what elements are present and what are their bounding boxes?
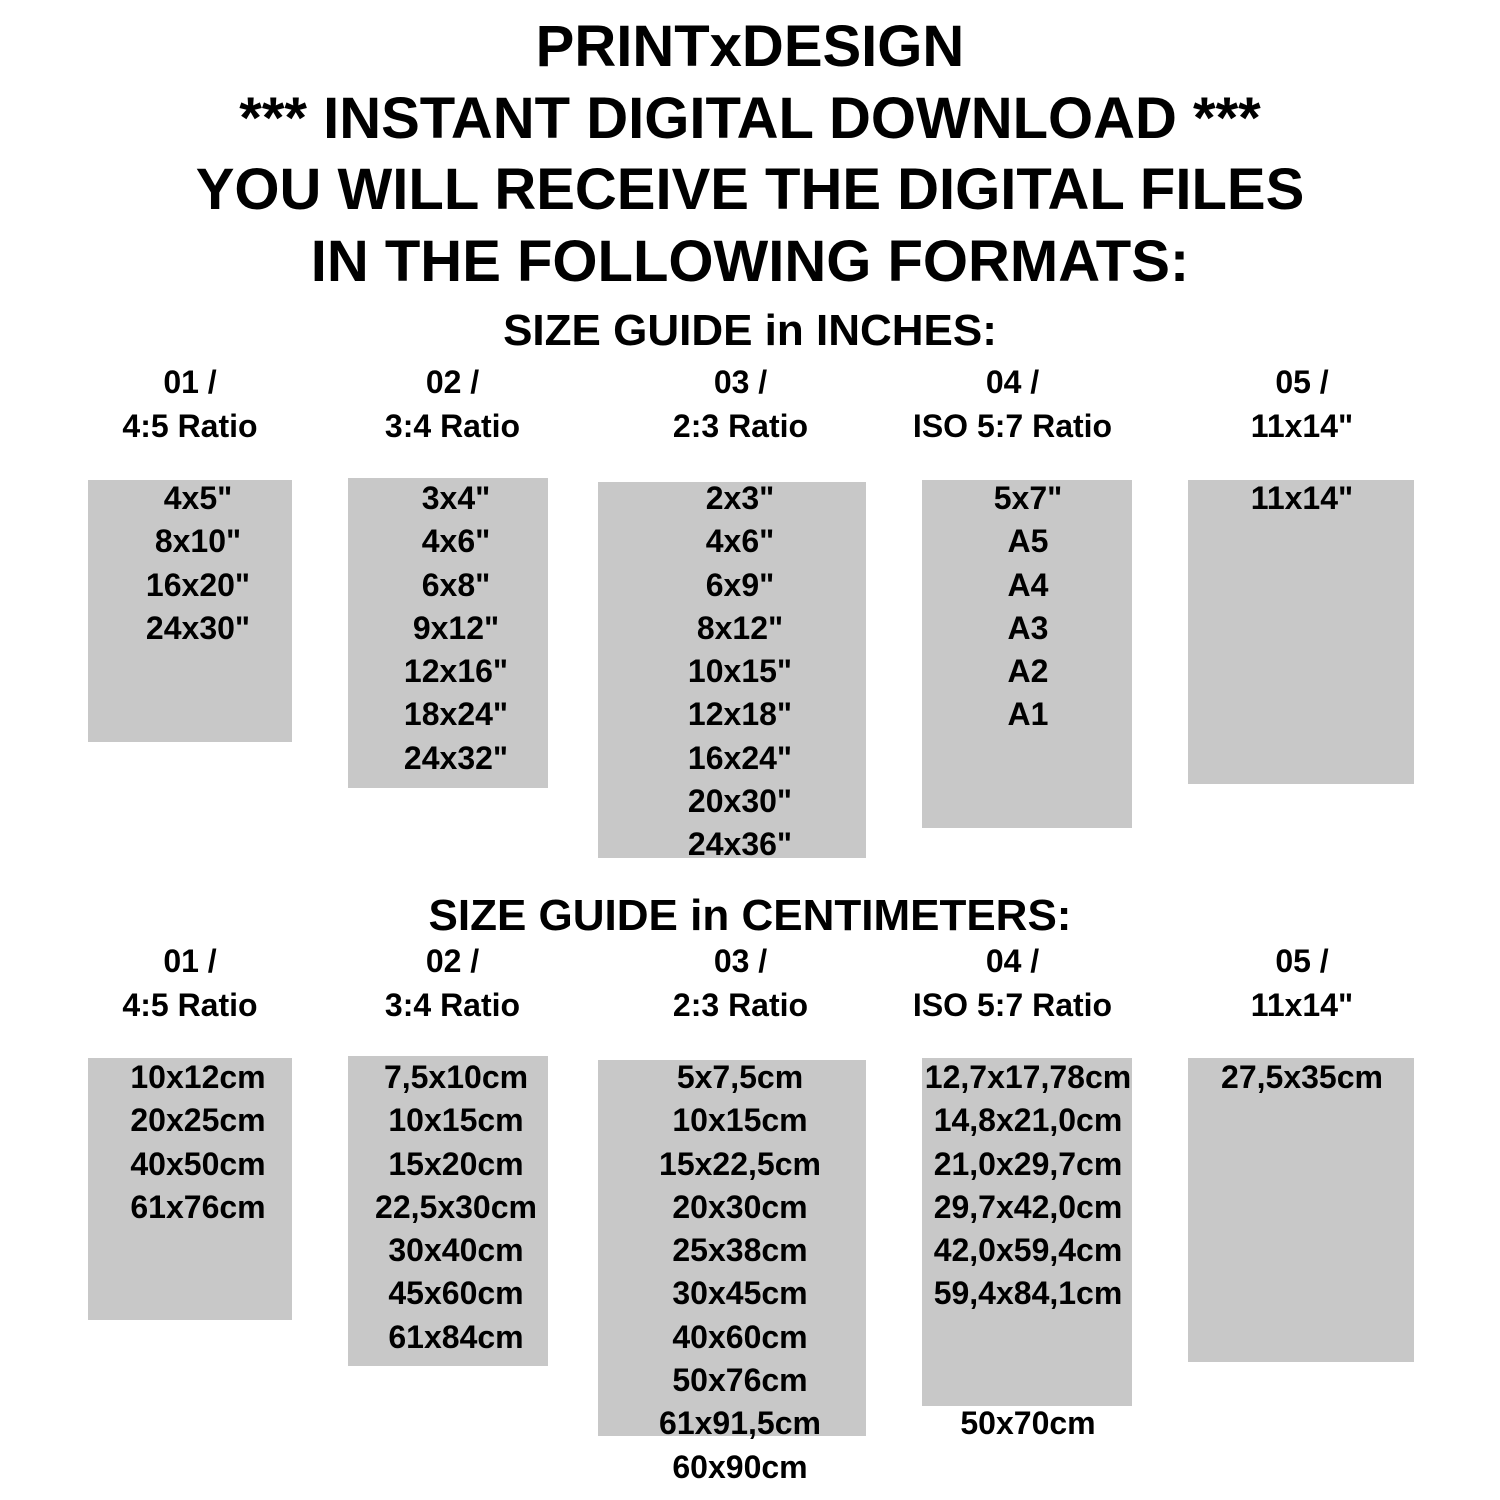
col-number: 04 / <box>985 943 1040 979</box>
size-item: 59,4x84,1cm <box>933 1275 1123 1312</box>
size-item: 42,0x59,4cm <box>933 1232 1123 1269</box>
size-item: A3 <box>1007 609 1049 646</box>
inches-size-list-1 <box>98 477 298 650</box>
instant-download-heading: *** INSTANT DIGITAL DOWNLOAD *** <box>239 86 1261 151</box>
inches-col-5-label <box>1188 360 1416 448</box>
size-item: 24x36" <box>687 826 793 863</box>
inches-col-2-label <box>350 360 555 448</box>
size-item: 15x22,5cm <box>659 1145 821 1182</box>
size-item: 24x32" <box>403 739 509 776</box>
inches-size-list-4 <box>928 477 1128 737</box>
size-item: 4x5" <box>163 480 233 516</box>
col-ratio: ISO 5:7 Ratio <box>912 987 1113 1023</box>
size-item: 3x4" <box>421 480 491 516</box>
size-item: 4x6" <box>705 523 775 560</box>
size-item: 14,8x21,0cm <box>933 1102 1123 1139</box>
col-number: 02 / <box>425 943 480 979</box>
size-item: 45x60cm <box>388 1275 524 1312</box>
col-number: 01 / <box>163 943 217 979</box>
col-ratio: 3:4 Ratio <box>384 987 521 1023</box>
size-item: 61x76cm <box>130 1188 266 1225</box>
cm-size-list-4 <box>903 1056 1153 1316</box>
size-item: 10x12cm <box>130 1059 266 1095</box>
size-item: 4x6" <box>421 523 491 560</box>
size-item: 10x15cm <box>388 1102 524 1139</box>
size-item: 5x7" <box>993 480 1063 516</box>
size-item: 10x15cm <box>672 1102 808 1139</box>
size-item: 8x12" <box>696 609 784 646</box>
size-item: 6x9" <box>705 566 775 603</box>
size-item: 5x7,5cm <box>676 1059 804 1095</box>
size-item: 6x8" <box>421 566 491 603</box>
inches-col-3-label <box>598 360 883 448</box>
col-ratio: 2:3 Ratio <box>672 987 809 1023</box>
size-item: 61x91,5cm <box>659 1405 821 1442</box>
cm-size-list-2 <box>346 1056 566 1359</box>
cm-col-5-label <box>1188 939 1416 1027</box>
size-item: 16x20" <box>145 566 251 603</box>
col-number: 02 / <box>425 364 480 400</box>
formats-heading: IN THE FOLLOWING FORMATS: <box>310 229 1190 294</box>
size-item: 50x76cm <box>672 1362 808 1399</box>
size-item: A2 <box>1007 653 1049 690</box>
size-item: 12x16" <box>403 653 509 690</box>
size-item: 11x14" <box>1250 480 1354 516</box>
cm-col-4-extra-size: 50x70cm <box>960 1405 1096 1441</box>
size-item: 30x40cm <box>388 1232 524 1269</box>
col-ratio: 4:5 Ratio <box>122 987 258 1023</box>
size-item: 7,5x10cm <box>383 1059 529 1095</box>
col-ratio: 2:3 Ratio <box>672 408 809 444</box>
size-item: 20x30" <box>687 783 793 820</box>
inches-size-list-3 <box>640 477 840 867</box>
size-item: A1 <box>1007 696 1049 733</box>
cm-size-list-1 <box>98 1056 298 1229</box>
size-item: 21,0x29,7cm <box>933 1145 1123 1182</box>
size-item: A4 <box>1007 566 1049 603</box>
size-item: 22,5x30cm <box>375 1188 537 1225</box>
size-item: 16x24" <box>687 739 793 776</box>
size-item: 27,5x35cm <box>1221 1059 1383 1095</box>
size-item: 61x84cm <box>388 1318 524 1355</box>
inches-box-5 <box>1188 480 1414 784</box>
col-number: 03 / <box>713 943 768 979</box>
size-item: 12,7x17,78cm <box>924 1059 1132 1095</box>
inches-col-1-label <box>90 360 290 448</box>
cm-col-4-label <box>895 939 1130 1027</box>
cm-col-2-label <box>350 939 555 1027</box>
size-item: A5 <box>1007 523 1049 560</box>
inches-section-title: SIZE GUIDE in INCHES: <box>503 306 997 355</box>
size-item: 29,7x42,0cm <box>933 1188 1123 1225</box>
inches-size-list-2 <box>356 477 556 780</box>
inches-size-list-5 <box>1202 477 1402 520</box>
size-item: 40x60cm <box>672 1318 808 1355</box>
col-number: 05 / <box>1275 364 1329 400</box>
cm-section-title: SIZE GUIDE in CENTIMETERS: <box>428 891 1072 940</box>
cm-col-1-label <box>90 939 290 1027</box>
receive-files-heading: YOU WILL RECEIVE THE DIGITAL FILES <box>195 157 1305 222</box>
col-number: 05 / <box>1275 943 1329 979</box>
cm-box-5 <box>1188 1058 1414 1362</box>
col-ratio: 4:5 Ratio <box>122 408 258 444</box>
size-item: 20x25cm <box>130 1102 266 1139</box>
col-ratio: 11x14" <box>1250 408 1354 444</box>
size-item: 12x18" <box>687 696 793 733</box>
col-number: 04 / <box>985 364 1040 400</box>
col-ratio: 3:4 Ratio <box>384 408 521 444</box>
size-item: 24x30" <box>145 609 251 646</box>
size-item: 25x38cm <box>672 1232 808 1269</box>
size-item: 40x50cm <box>130 1145 266 1182</box>
size-item: 9x12" <box>412 609 500 646</box>
size-item: 30x45cm <box>672 1275 808 1312</box>
col-number: 03 / <box>713 364 768 400</box>
inches-col-4-label <box>895 360 1130 448</box>
size-item: 2x3" <box>705 480 775 516</box>
col-ratio: ISO 5:7 Ratio <box>912 408 1113 444</box>
col-number: 01 / <box>163 364 217 400</box>
cm-size-list-5 <box>1192 1056 1412 1099</box>
size-item: 8x10" <box>154 523 242 560</box>
col-ratio: 11x14" <box>1250 987 1354 1023</box>
size-item: 60x90cm <box>672 1448 808 1485</box>
size-item: 10x15" <box>687 653 793 690</box>
size-item: 18x24" <box>403 696 509 733</box>
cm-col-3-label <box>598 939 883 1027</box>
size-item: 15x20cm <box>388 1145 524 1182</box>
brand-title: PRINTxDESIGN <box>535 14 965 79</box>
cm-size-list-3 <box>620 1056 860 1489</box>
size-item: 20x30cm <box>672 1188 808 1225</box>
